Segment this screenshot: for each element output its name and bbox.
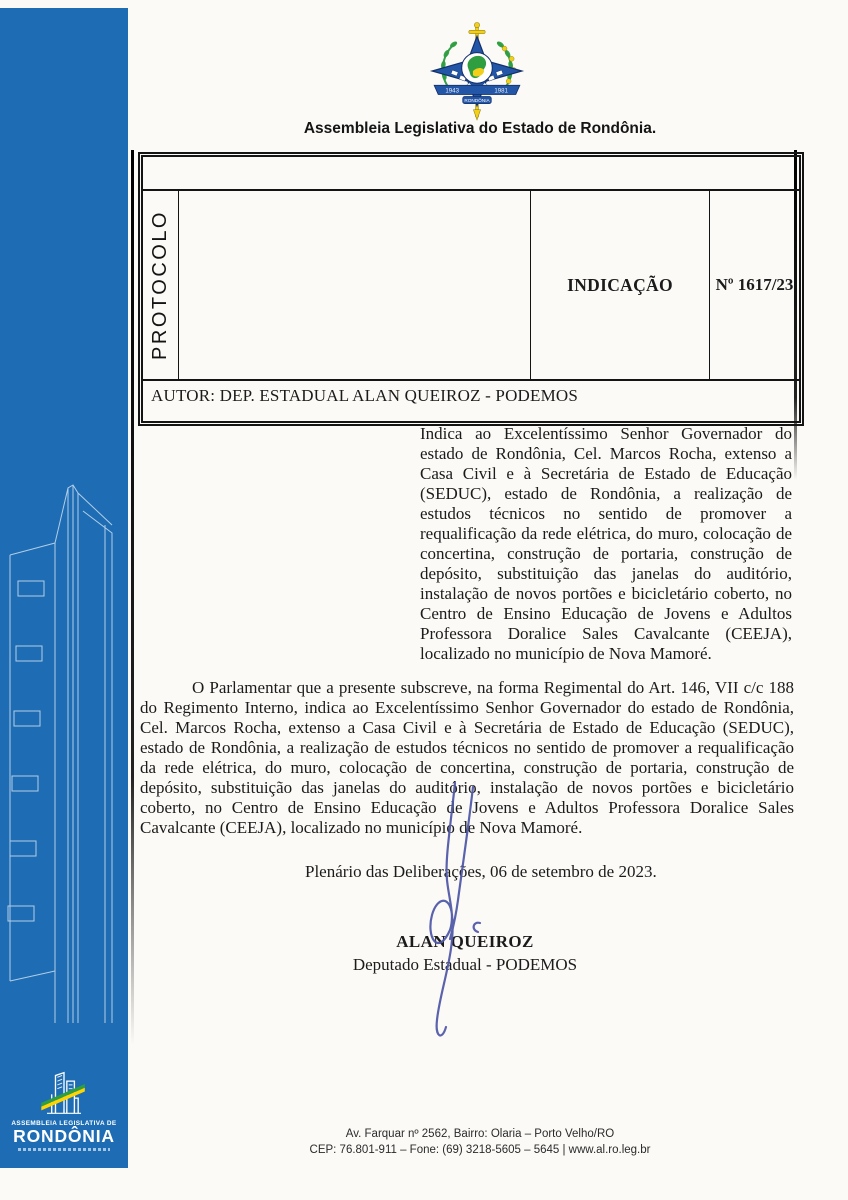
protocol-table: [138, 152, 804, 426]
arms-year-right: 1981: [494, 87, 508, 95]
protocol-label: PROTOCOLO: [149, 210, 171, 360]
protocol-table-top-row: [143, 157, 799, 191]
signature-title: Deputado Estadual - PODEMOS: [352, 955, 578, 974]
alero-building-icon: [35, 1066, 93, 1118]
arms-ribbon-label: RONDÔNIA: [464, 98, 490, 104]
protocol-stamp-area: [179, 191, 530, 379]
alero-logo: [0, 1066, 128, 1151]
doc-number-cell: Nº 1617/23: [715, 275, 794, 294]
ementa-paragraph: Indica ao Excelentíssimo Senhor Governador do estado de Rondônia, Cel. Marcos Rocha, extenso a Casa Civil e à Secretária de Estado de Educação (SEDUC), estado de Rondônia, a realização de estudos técnicos no sentido de promover a requalificação da rede elétrica, do muro, colocação de concertina, construção de portaria, construção de depósito, substituição das janelas do auditório, instalação de novos portões e bicicletário coberto, no Centro de Ensino Educação de Jovens e Adultos Professora Doralice Sales Cavalcante (CEEJA), localizado no município de Nova Mamoré.: [420, 424, 792, 663]
author-row: AUTOR: DEP. ESTADUAL ALAN QUEIROZ - PODEMOS: [143, 379, 799, 410]
alero-logo-small-label: ASSEMBLEIA LEGISLATIVA DE: [11, 1120, 117, 1127]
sidebar-band: [0, 8, 128, 1168]
footer-line2: CEP: 76.801-911 – Fone: (69) 3218-5605 – 5645 | www.al.ro.leg.br: [309, 1144, 651, 1156]
alero-logo-name: RONDÔNIA: [13, 1126, 115, 1146]
footer-line1: Av. Farquar nº 2562, Bairro: Olaria – Porto Velho/RO: [345, 1128, 615, 1140]
protocol-cell: [143, 191, 179, 379]
building-lineart-icon: [0, 463, 128, 1023]
signature-block: [320, 932, 610, 975]
rondonia-coat-of-arms-icon: [424, 20, 530, 122]
signature-name: ALAN QUEIROZ: [396, 932, 534, 951]
scan-edge-left: [131, 150, 134, 1045]
doc-type-cell: INDICAÇÃO: [530, 191, 710, 379]
alero-logo-tagline: [18, 1148, 110, 1151]
dateline: Plenário das Deliberações, 06 de setembro de 2023.: [305, 862, 657, 881]
page-title: Assembleia Legislativa do Estado de Rondônia.: [303, 120, 657, 137]
footer-address: [140, 1126, 820, 1158]
body-paragraph: O Parlamentar que a presente subscreve, na forma Regimental do Art. 146, VII c/c 188 do Regimento Interno, indica ao Excelentíssimo Senhor Governador do estado de Rondônia, Cel. Marcos Rocha, extenso a Casa Civil e à Secretária de Estado de Educação (SEDUC), estado de Rondônia, a realização de estudos técnicos no sentido de promover a requalificação da rede elétrica, do muro, colocação de concertina, construção de portaria, construção de depósito, substituição das janelas do auditório, instalação de novos portões e bicicletário coberto, no Centro de Ensino Educação de Jovens e Adultos Professora Doralice Sales Cavalcante (CEEJA), localizado no município de Nova Mamoré.: [140, 678, 794, 837]
arms-year-left: 1943: [445, 87, 459, 95]
